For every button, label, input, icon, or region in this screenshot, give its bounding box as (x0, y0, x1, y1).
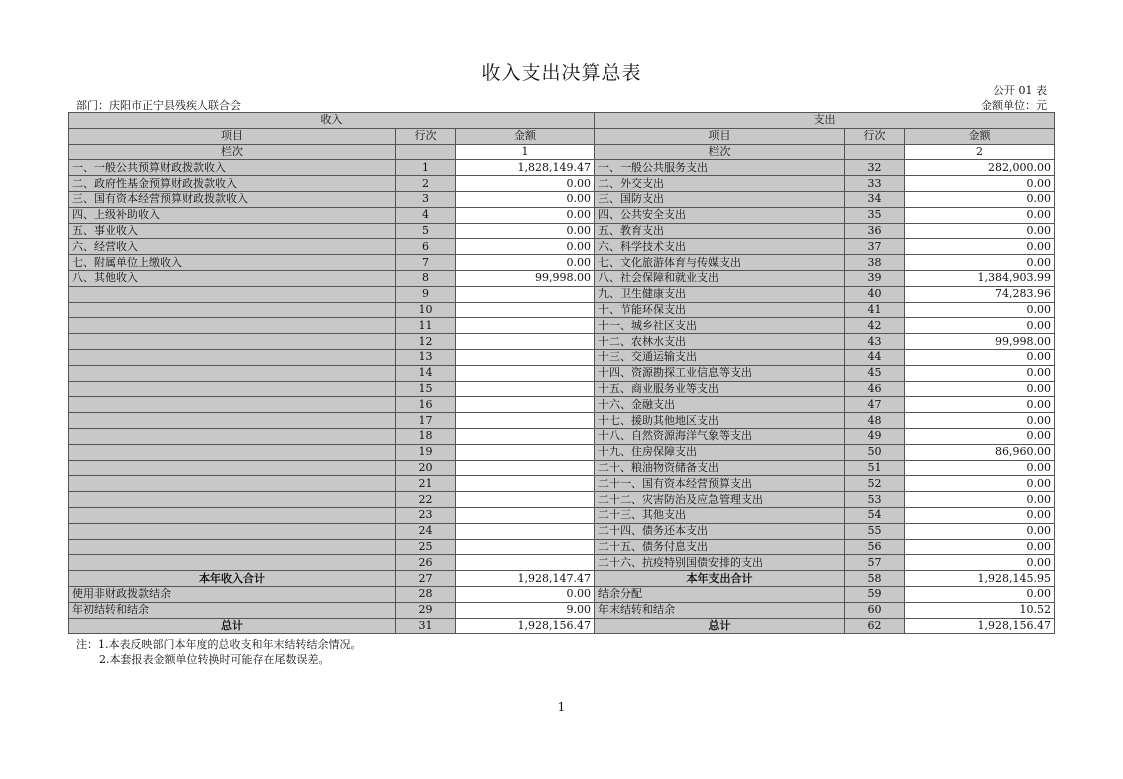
expense-item-cell: 六、科学技术支出 (595, 239, 845, 255)
income-item-cell (69, 539, 396, 555)
expense-amount-cell: 0.00 (905, 397, 1055, 413)
income-row-number-cell: 2 (396, 176, 456, 192)
expense-item-cell: 十八、自然资源海洋气象等支出 (595, 428, 845, 444)
expense-amount-cell: 0.00 (905, 460, 1055, 476)
income-amount-cell (456, 507, 595, 523)
income-row-number-cell: 19 (396, 444, 456, 460)
expense-section-header: 支出 (595, 113, 1055, 129)
column-number-row (69, 144, 1055, 160)
expense-amount-cell: 1,384,903.99 (905, 270, 1055, 286)
income-row-number-cell: 7 (396, 255, 456, 271)
expense-summary-amount: 1,928,145.95 (905, 571, 1055, 587)
expense-item-cell: 二十三、其他支出 (595, 507, 845, 523)
income-column-label: 栏次 (69, 144, 396, 160)
expense-column-number: 2 (905, 144, 1055, 160)
income-amount-cell: 0.00 (456, 223, 595, 239)
income-amount-cell (456, 381, 595, 397)
income-amount-cell: 1,828,149.47 (456, 160, 595, 176)
income-column-blank (396, 144, 456, 160)
expense-amount-cell: 74,283.96 (905, 286, 1055, 302)
table-row (69, 334, 1055, 350)
expense-amount-cell: 0.00 (905, 413, 1055, 429)
income-row-number-cell: 3 (396, 191, 456, 207)
income-amount-cell (456, 286, 595, 302)
income-item-cell (69, 460, 396, 476)
income-summary-amount: 9.00 (456, 602, 595, 618)
page-number: 1 (557, 700, 566, 714)
expense-amount-cell: 0.00 (905, 507, 1055, 523)
table-row (69, 523, 1055, 539)
expense-row-number-cell: 35 (845, 207, 905, 223)
income-row-number-cell: 21 (396, 476, 456, 492)
expense-summary-label: 总计 (595, 618, 845, 634)
income-item-cell (69, 397, 396, 413)
note-line-1: 注：1.本表反映部门本年度的总收支和年末结转结余情况。 (76, 638, 362, 651)
income-item-cell (69, 286, 396, 302)
income-summary-row-number: 28 (396, 586, 456, 602)
income-amount-cell (456, 413, 595, 429)
income-summary-row-number: 27 (396, 571, 456, 587)
expense-row-number-cell: 52 (845, 476, 905, 492)
expense-item-header: 项目 (595, 128, 845, 144)
summary-row (69, 602, 1055, 618)
expense-summary-row-number: 62 (845, 618, 905, 634)
income-item-cell (69, 334, 396, 350)
income-summary-amount: 1,928,147.47 (456, 571, 595, 587)
note-line-2: 2.本套报表金额单位转换时可能存在尾数误差。 (99, 653, 330, 666)
income-amount-cell: 0.00 (456, 207, 595, 223)
income-item-cell (69, 507, 396, 523)
table-row (69, 160, 1055, 176)
summary-row (69, 586, 1055, 602)
table-row (69, 476, 1055, 492)
income-item-cell: 三、国有资本经营预算财政拨款收入 (69, 191, 396, 207)
income-row-number-cell: 23 (396, 507, 456, 523)
table-row (69, 191, 1055, 207)
expense-amount-cell: 0.00 (905, 555, 1055, 571)
income-item-cell: 一、一般公共预算财政拨款收入 (69, 160, 396, 176)
table-row (69, 255, 1055, 271)
income-row-number-cell: 1 (396, 160, 456, 176)
income-item-cell: 四、上级补助收入 (69, 207, 396, 223)
income-summary-amount: 1,928,156.47 (456, 618, 595, 634)
expense-amount-header: 金额 (905, 128, 1055, 144)
department-label: 部门：庆阳市正宁县残疾人联合会 (76, 99, 241, 112)
table-row (69, 555, 1055, 571)
income-item-cell (69, 476, 396, 492)
expense-item-cell: 二十二、灾害防治及应急管理支出 (595, 492, 845, 508)
expense-amount-cell: 0.00 (905, 349, 1055, 365)
income-row-number-cell: 9 (396, 286, 456, 302)
expense-amount-cell: 0.00 (905, 476, 1055, 492)
expense-summary-row-number: 58 (845, 571, 905, 587)
table-row (69, 176, 1055, 192)
expense-row-number-cell: 55 (845, 523, 905, 539)
expense-amount-cell: 0.00 (905, 255, 1055, 271)
expense-amount-cell: 0.00 (905, 223, 1055, 239)
expense-item-cell: 十五、商业服务业等支出 (595, 381, 845, 397)
expense-row-number-cell: 54 (845, 507, 905, 523)
expense-summary-amount: 1,928,156.47 (905, 618, 1055, 634)
table-row (69, 318, 1055, 334)
income-amount-cell (456, 523, 595, 539)
income-amount-cell (456, 334, 595, 350)
expense-summary-label: 结余分配 (595, 586, 845, 602)
income-summary-label: 本年收入合计 (69, 571, 396, 587)
income-item-cell: 五、事业收入 (69, 223, 396, 239)
expense-row-number-cell: 38 (845, 255, 905, 271)
income-summary-amount: 0.00 (456, 586, 595, 602)
table-row (69, 223, 1055, 239)
income-amount-cell: 0.00 (456, 239, 595, 255)
income-row-number-cell: 18 (396, 428, 456, 444)
income-row-number-cell: 5 (396, 223, 456, 239)
expense-item-cell: 四、公共安全支出 (595, 207, 845, 223)
income-item-cell (69, 302, 396, 318)
expense-amount-cell: 0.00 (905, 428, 1055, 444)
table-row (69, 460, 1055, 476)
income-amount-cell (456, 318, 595, 334)
table-row (69, 539, 1055, 555)
income-amount-cell (456, 349, 595, 365)
table-row (69, 239, 1055, 255)
income-summary-label: 总计 (69, 618, 396, 634)
table-row (69, 397, 1055, 413)
expense-row-number-cell: 51 (845, 460, 905, 476)
expense-item-cell: 五、教育支出 (595, 223, 845, 239)
table-row (69, 444, 1055, 460)
expense-item-cell: 十一、城乡社区支出 (595, 318, 845, 334)
expense-amount-cell: 0.00 (905, 381, 1055, 397)
income-expense-table (68, 112, 1055, 634)
income-row-number-cell: 14 (396, 365, 456, 381)
income-row-number-cell: 11 (396, 318, 456, 334)
income-amount-cell (456, 302, 595, 318)
income-item-cell (69, 555, 396, 571)
income-summary-label: 使用非财政拨款结余 (69, 586, 396, 602)
column-header-row (69, 128, 1055, 144)
income-row-number-cell: 22 (396, 492, 456, 508)
expense-item-cell: 二十一、国有资本经营预算支出 (595, 476, 845, 492)
expense-amount-cell: 0.00 (905, 207, 1055, 223)
expense-row-number-cell: 36 (845, 223, 905, 239)
expense-row-number-cell: 34 (845, 191, 905, 207)
expense-row-number-cell: 43 (845, 334, 905, 350)
summary-row (69, 618, 1055, 634)
table-row (69, 302, 1055, 318)
expense-row-number-cell: 45 (845, 365, 905, 381)
expense-amount-cell: 86,960.00 (905, 444, 1055, 460)
expense-item-cell: 二十五、债务付息支出 (595, 539, 845, 555)
form-number: 公开 01 表 (993, 84, 1047, 97)
income-amount-cell (456, 397, 595, 413)
income-row-number-cell: 17 (396, 413, 456, 429)
income-item-cell (69, 523, 396, 539)
income-amount-cell: 0.00 (456, 191, 595, 207)
income-amount-cell: 99,998.00 (456, 270, 595, 286)
income-item-header: 项目 (69, 128, 396, 144)
expense-row-no-header: 行次 (845, 128, 905, 144)
income-amount-cell (456, 460, 595, 476)
income-item-cell: 二、政府性基金预算财政拨款收入 (69, 176, 396, 192)
summary-row (69, 571, 1055, 587)
expense-item-cell: 七、文化旅游体育与传媒支出 (595, 255, 845, 271)
expense-row-number-cell: 57 (845, 555, 905, 571)
expense-item-cell: 二、外交支出 (595, 176, 845, 192)
expense-row-number-cell: 32 (845, 160, 905, 176)
expense-column-label: 栏次 (595, 144, 845, 160)
income-amount-cell: 0.00 (456, 255, 595, 271)
expense-item-cell: 十二、农林水支出 (595, 334, 845, 350)
income-row-number-cell: 10 (396, 302, 456, 318)
expense-row-number-cell: 50 (845, 444, 905, 460)
expense-item-cell: 二十、粮油物资储备支出 (595, 460, 845, 476)
income-row-number-cell: 8 (396, 270, 456, 286)
income-item-cell (69, 365, 396, 381)
expense-summary-label: 本年支出合计 (595, 571, 845, 587)
income-item-cell (69, 428, 396, 444)
income-row-number-cell: 15 (396, 381, 456, 397)
expense-amount-cell: 0.00 (905, 176, 1055, 192)
income-section-header: 收入 (69, 113, 595, 129)
expense-column-blank (845, 144, 905, 160)
expense-summary-amount: 0.00 (905, 586, 1055, 602)
table-row (69, 365, 1055, 381)
expense-amount-cell: 0.00 (905, 318, 1055, 334)
income-amount-cell (456, 444, 595, 460)
expense-row-number-cell: 46 (845, 381, 905, 397)
income-row-number-cell: 26 (396, 555, 456, 571)
income-amount-cell (456, 476, 595, 492)
income-row-number-cell: 24 (396, 523, 456, 539)
expense-row-number-cell: 49 (845, 428, 905, 444)
income-amount-cell (456, 555, 595, 571)
expense-row-number-cell: 47 (845, 397, 905, 413)
expense-amount-cell: 0.00 (905, 302, 1055, 318)
income-row-number-cell: 6 (396, 239, 456, 255)
income-item-cell: 六、经营收入 (69, 239, 396, 255)
income-row-number-cell: 12 (396, 334, 456, 350)
income-row-number-cell: 13 (396, 349, 456, 365)
expense-amount-cell: 0.00 (905, 492, 1055, 508)
expense-summary-label: 年末结转和结余 (595, 602, 845, 618)
expense-item-cell: 十九、住房保障支出 (595, 444, 845, 460)
income-amount-cell (456, 492, 595, 508)
expense-amount-cell: 0.00 (905, 365, 1055, 381)
table-row (69, 349, 1055, 365)
expense-item-cell: 九、卫生健康支出 (595, 286, 845, 302)
income-item-cell (69, 444, 396, 460)
income-amount-cell: 0.00 (456, 176, 595, 192)
expense-row-number-cell: 48 (845, 413, 905, 429)
income-row-number-cell: 16 (396, 397, 456, 413)
income-row-number-cell: 4 (396, 207, 456, 223)
table-row (69, 286, 1055, 302)
table-row (69, 492, 1055, 508)
expense-item-cell: 十七、援助其他地区支出 (595, 413, 845, 429)
report-title: 收入支出决算总表 (481, 62, 642, 84)
table-row (69, 413, 1055, 429)
expense-item-cell: 十、节能环保支出 (595, 302, 845, 318)
income-summary-row-number: 31 (396, 618, 456, 634)
expense-item-cell: 八、社会保障和就业支出 (595, 270, 845, 286)
income-amount-cell (456, 428, 595, 444)
expense-row-number-cell: 37 (845, 239, 905, 255)
income-amount-header: 金额 (456, 128, 595, 144)
expense-item-cell: 十四、资源勘探工业信息等支出 (595, 365, 845, 381)
income-row-number-cell: 20 (396, 460, 456, 476)
expense-item-cell: 十六、金融支出 (595, 397, 845, 413)
table-row (69, 507, 1055, 523)
expense-amount-cell: 0.00 (905, 539, 1055, 555)
expense-item-cell: 十三、交通运输支出 (595, 349, 845, 365)
expense-item-cell: 二十四、债务还本支出 (595, 523, 845, 539)
expense-row-number-cell: 41 (845, 302, 905, 318)
income-item-cell (69, 318, 396, 334)
expense-row-number-cell: 33 (845, 176, 905, 192)
income-item-cell (69, 381, 396, 397)
income-item-cell (69, 413, 396, 429)
income-row-number-cell: 25 (396, 539, 456, 555)
expense-row-number-cell: 53 (845, 492, 905, 508)
expense-item-cell: 三、国防支出 (595, 191, 845, 207)
income-amount-cell (456, 365, 595, 381)
expense-row-number-cell: 40 (845, 286, 905, 302)
income-summary-label: 年初结转和结余 (69, 602, 396, 618)
table-row (69, 428, 1055, 444)
table-row (69, 381, 1055, 397)
expense-row-number-cell: 56 (845, 539, 905, 555)
income-item-cell (69, 492, 396, 508)
income-column-number: 1 (456, 144, 595, 160)
income-item-cell: 七、附属单位上缴收入 (69, 255, 396, 271)
expense-amount-cell: 0.00 (905, 239, 1055, 255)
expense-row-number-cell: 39 (845, 270, 905, 286)
income-item-cell (69, 349, 396, 365)
expense-item-cell: 二十六、抗疫特别国债安排的支出 (595, 555, 845, 571)
expense-summary-row-number: 59 (845, 586, 905, 602)
amount-unit-label: 金额单位：元 (981, 99, 1047, 112)
expense-item-cell: 一、一般公共服务支出 (595, 160, 845, 176)
expense-summary-amount: 10.52 (905, 602, 1055, 618)
table-row (69, 207, 1055, 223)
expense-amount-cell: 0.00 (905, 191, 1055, 207)
expense-amount-cell: 99,998.00 (905, 334, 1055, 350)
income-row-no-header: 行次 (396, 128, 456, 144)
expense-row-number-cell: 44 (845, 349, 905, 365)
expense-amount-cell: 282,000.00 (905, 160, 1055, 176)
section-header-row (69, 113, 1055, 129)
notes (76, 637, 362, 667)
income-item-cell: 八、其他收入 (69, 270, 396, 286)
expense-row-number-cell: 42 (845, 318, 905, 334)
table-row (69, 270, 1055, 286)
expense-summary-row-number: 60 (845, 602, 905, 618)
income-amount-cell (456, 539, 595, 555)
income-summary-row-number: 29 (396, 602, 456, 618)
expense-amount-cell: 0.00 (905, 523, 1055, 539)
